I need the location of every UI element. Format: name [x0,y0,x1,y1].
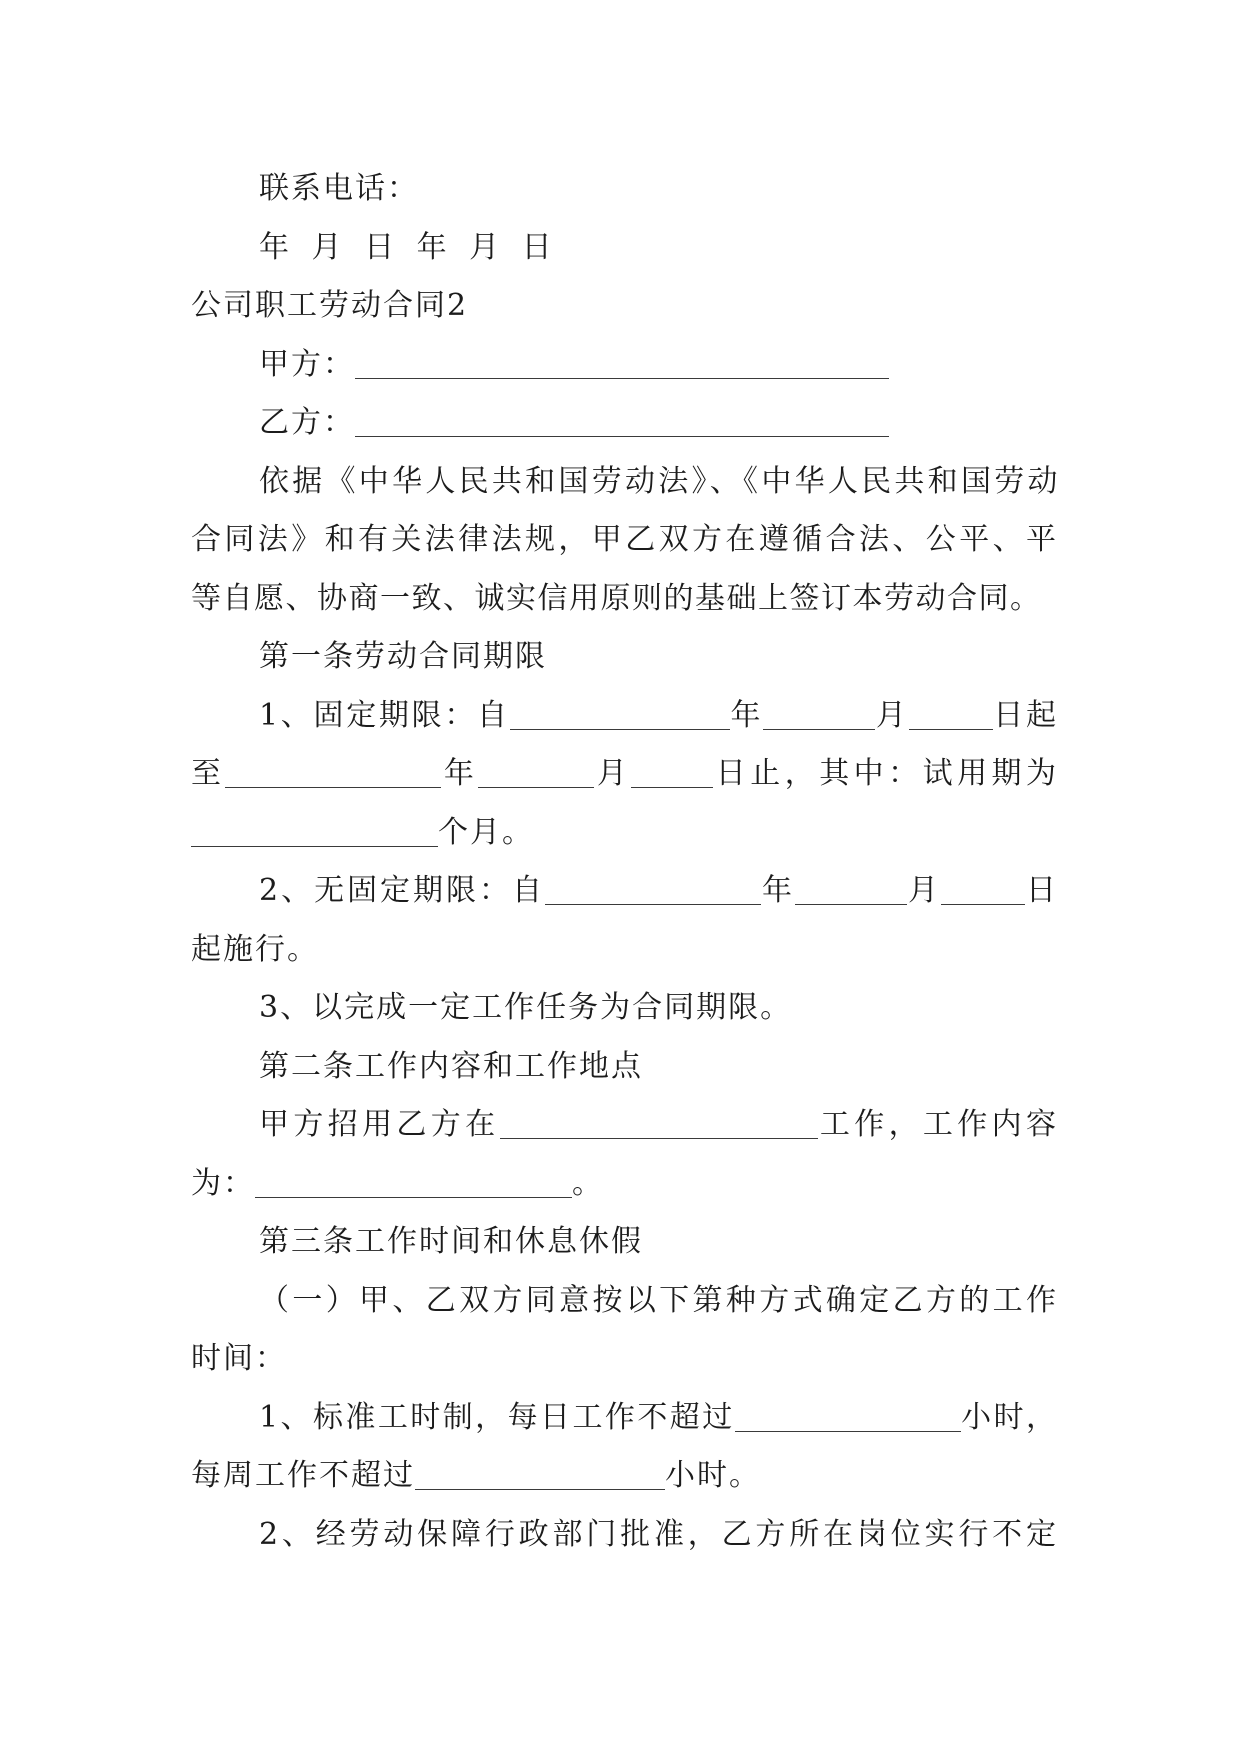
article-3-clause-1-line-1: （一）甲、乙双方同意按以下第种方式确定乙方的工作 [259,1282,1058,1318]
article-3-heading: 第三条工作时间和休息休假 [259,1224,643,1259]
article-1-item-2-line-2: 起施行。 [191,931,319,967]
article-3-item-1-line-2 [191,1447,1058,1506]
blank-line [763,701,875,730]
blank-line [510,701,730,730]
text-fragment: 1、固定期限：自 [259,697,510,733]
blank-line [478,759,594,788]
party-b-blank [355,408,889,437]
text-fragment: 工作，工作内容 [817,1107,1058,1142]
blank-line [500,1110,818,1139]
signature-date-line [191,219,1058,278]
party-b-label: 乙方： [259,405,355,440]
text-fragment: 日 [1025,873,1059,908]
preamble-line-2: 合同法》和有关法律法规，甲乙双方在遵循合法、公平、平 [191,522,1058,557]
contact-phone-label: 联系电话： [259,171,419,206]
article-2-body-line-1 [191,1096,1058,1155]
article-1-heading: 第一条劳动合同期限 [259,639,547,674]
text-fragment: 1、标准工时制，每日工作不超过 [259,1399,735,1435]
text-fragment: 年 [729,697,764,733]
article-1-item-1-line-3 [191,804,1058,863]
article-2-heading: 第二条工作内容和工作地点 [259,1048,643,1084]
article-3-item-1-line-1 [191,1389,1058,1448]
contract-document [191,160,1058,1564]
preamble-line-1: 依据《中华人民共和国劳动法》、《中华人民共和国劳动 [259,463,1058,499]
blank-line [735,1403,961,1432]
text-fragment: 日止，其中：试用期为 [713,756,1059,791]
article-1-item-1-line-1 [191,687,1058,746]
text-fragment: 个月。 [438,814,534,850]
text-fragment: 月 [907,873,942,908]
text-fragment: 年 [761,873,796,908]
preamble-line-3: 等自愿、协商一致、诚实信用原则的基础上签订本劳动合同。 [191,580,1042,616]
contract-title-text: 公司职工劳动合同2 [191,288,469,323]
article-3-item-2-line-1: 2、经劳动保障行政部门批准，乙方所在岗位实行不定 [259,1516,1058,1552]
contact-phone-line [191,160,1058,219]
party-a-blank [355,350,889,379]
article-3-clause-1-line-2: 时间： [191,1341,287,1376]
text-fragment: 至 [191,756,226,791]
text-fragment: 每周工作不超过 [191,1458,415,1493]
contract-title [191,277,1058,336]
text-fragment: 年 [441,756,479,791]
text-fragment: 月 [875,697,909,733]
text-fragment: 日起 [992,697,1059,733]
text-fragment: 为： [191,1165,255,1201]
party-a-line [191,336,1058,395]
blank-line [545,876,761,905]
text-fragment: 。 [572,1165,604,1201]
text-fragment: 小时， [960,1399,1059,1435]
blank-line [225,759,441,788]
blank-line [941,876,1025,905]
article-1-item-1-line-2 [191,745,1058,804]
blank-line [795,876,907,905]
blank-line [191,818,438,847]
signature-date: 年 月 日 年 月 日 [259,229,554,265]
blank-line [631,759,713,788]
blank-line [909,701,993,730]
article-2-body-line-2 [191,1155,1058,1214]
text-fragment: 月 [594,756,632,791]
text-fragment: 甲方招用乙方在 [259,1107,500,1142]
blank-line [415,1461,665,1490]
text-fragment: 2、无固定期限：自 [259,873,546,908]
party-a-label: 甲方： [259,346,355,382]
blank-line [255,1169,572,1198]
article-1-item-3: 3、以完成一定工作任务为合同期限。 [259,990,793,1025]
party-b-line [191,394,1058,453]
text-fragment: 小时。 [665,1458,761,1493]
article-1-item-2-line-1 [191,862,1058,921]
